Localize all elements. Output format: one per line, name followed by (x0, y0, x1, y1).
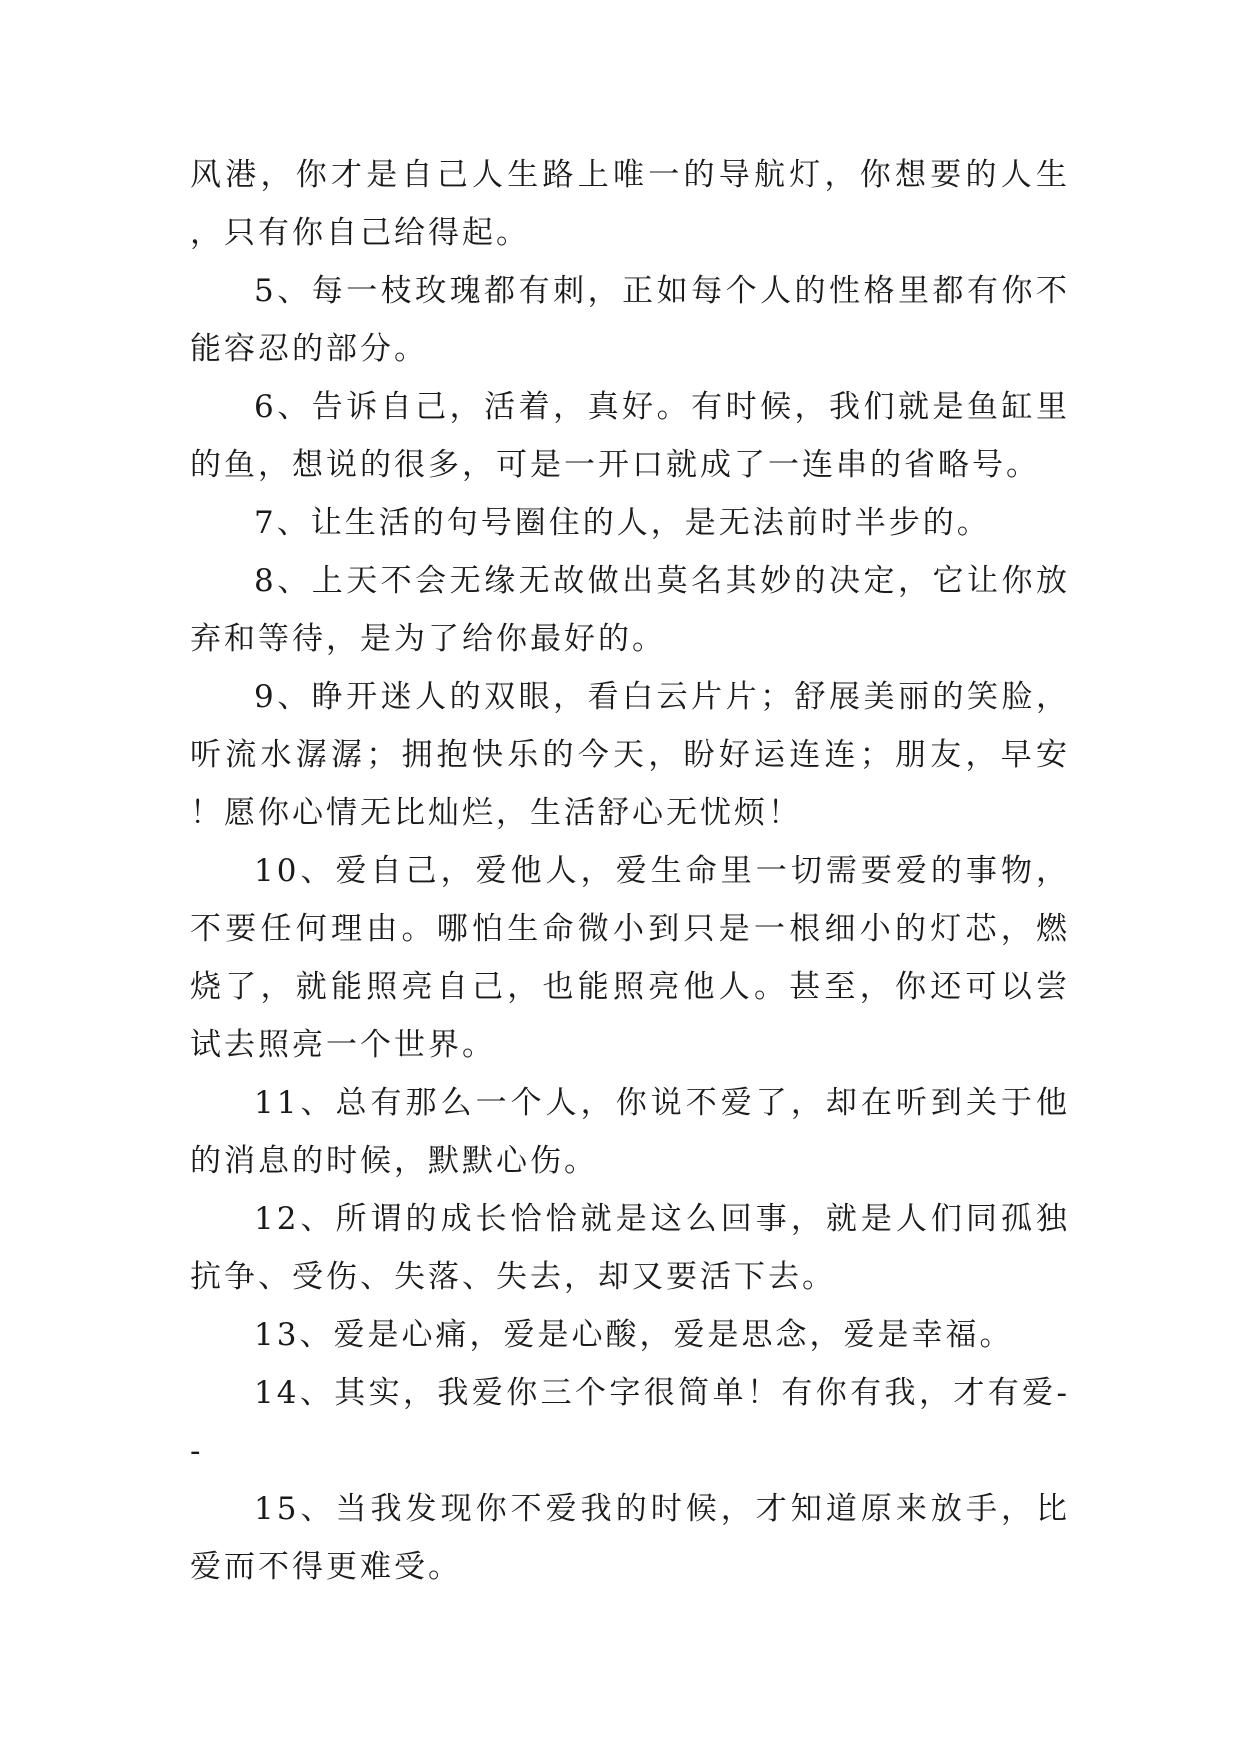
paragraph-item-7: 7、让生活的句号圈住的人，是无法前时半步的。 (254, 505, 991, 541)
paragraph-continued: 风港，你才是自己人生路上唯一的导航灯，你想要的人生，只有你自己给得起。 (190, 157, 1070, 251)
paragraph-item-11: 11、总有那么一个人，你说不爱了，却在听到关于他的消息的时候，默默心伤。 (190, 1085, 1070, 1179)
paragraph-item-15: 15、当我发现你不爱我的时候，才知道原来放手，比爱而不得更难受。 (190, 1491, 1070, 1585)
document-page (190, 146, 1070, 1596)
paragraph-item-10: 10、爱自己，爱他人，爱生命里一切需要爱的事物，不要任何理由。哪怕生命微小到只是一根细小的灯芯，燃烧了，就能照亮自己，也能照亮他人。甚至，你还可以尝试去照亮一个世界。 (190, 853, 1070, 1063)
paragraph-item-12: 12、所谓的成长恰恰就是这么回事，就是人们同孤独抗争、受伤、失落、失去，却又要活下去。 (190, 1201, 1070, 1295)
paragraph-item-13: 13、爱是心痛，爱是心酸，爱是思念，爱是幸福。 (254, 1317, 1014, 1353)
paragraph-item-6: 6、告诉自己，活着，真好。有时候，我们就是鱼缸里的鱼，想说的很多，可是一开口就成了一连串的省略号。 (190, 389, 1070, 483)
paragraph-item-5: 5、每一枝玫瑰都有刺，正如每个人的性格里都有你不能容忍的部分。 (190, 273, 1070, 367)
paragraph-item-14: 14、其实，我爱你三个字很简单！有你有我，才有爱-- (190, 1375, 1070, 1469)
paragraph-item-9: 9、睁开迷人的双眼，看白云片片；舒展美丽的笑脸，听流水潺潺；拥抱快乐的今天，盼好运连连；朋友，早安！愿你心情无比灿烂，生活舒心无忧烦！ (190, 679, 1070, 831)
paragraph-item-8: 8、上天不会无缘无故做出莫名其妙的决定，它让你放弃和等待，是为了给你最好的。 (190, 563, 1070, 657)
